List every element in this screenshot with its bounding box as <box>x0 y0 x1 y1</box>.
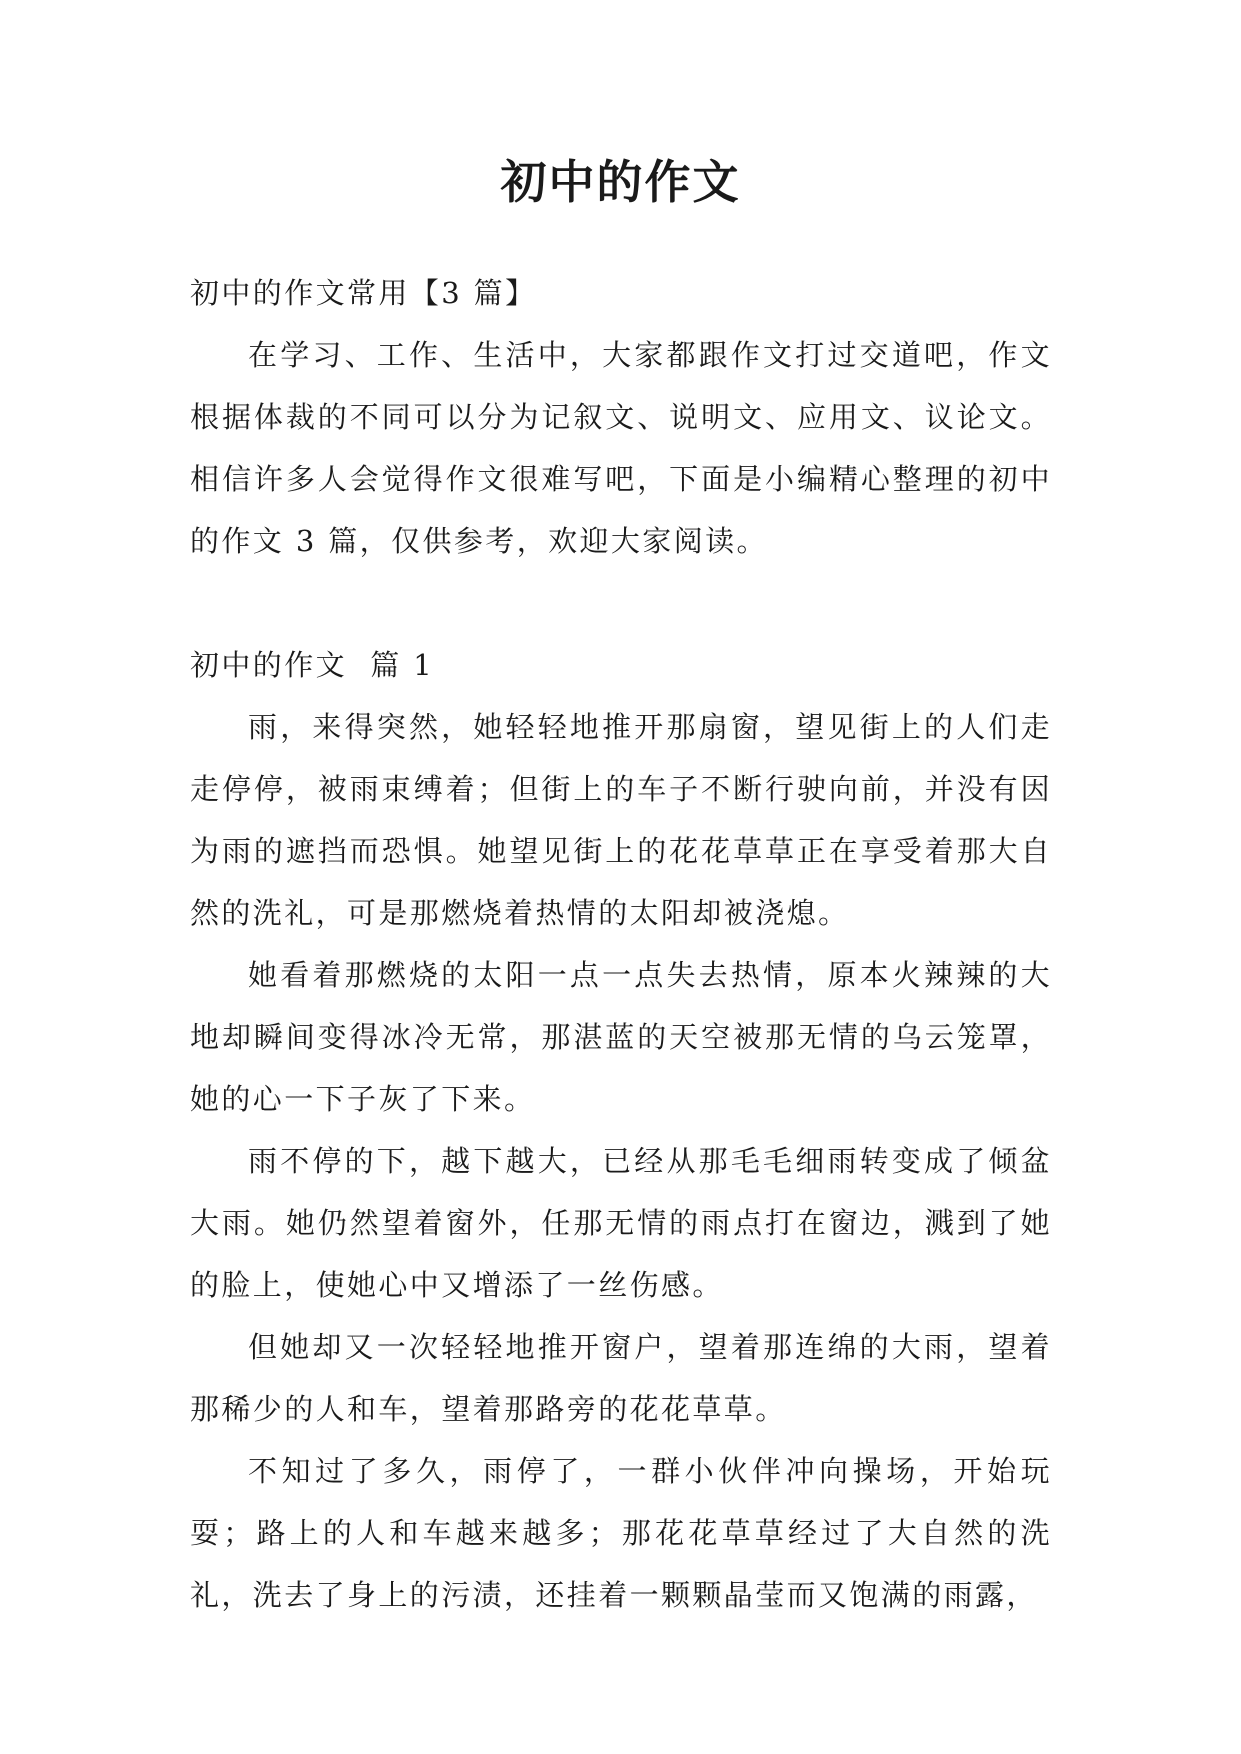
essay-paragraph-4: 但她却又一次轻轻地推开窗户，望着那连绵的大雨，望着那稀少的人和车，望着那路旁的花花草草。 <box>190 1330 1052 1426</box>
essay-paragraph-3: 雨不停的下，越下越大，已经从那毛毛细雨转变成了倾盆大雨。她仍然望着窗外，任那无情的雨点打在窗边，溅到了她的脸上，使她心中又增添了一丝伤感。 <box>190 1144 1052 1302</box>
essay-paragraph-5: 不知过了多久，雨停了，一群小伙伴冲向操场，开始玩耍；路上的人和车越来越多；那花花草草经过了大自然的洗礼，洗去了身上的污渍，还挂着一颗颗晶莹而又饱满的雨露， <box>190 1454 1052 1612</box>
section-spacer <box>190 572 1052 634</box>
document-title: 初中的作文 <box>500 155 741 209</box>
document-body <box>190 262 1052 1626</box>
section-heading: 初中的作文 篇 1 <box>190 648 435 682</box>
intro-paragraph: 在学习、工作、生活中，大家都跟作文打过交道吧，作文根据体裁的不同可以分为记叙文、说明文、应用文、议论文。相信许多人会觉得作文很难写吧，下面是小编精心整理的初中的作文 3 篇，仅供参考，欢迎大家阅读。 <box>190 338 1052 558</box>
essay-paragraph-1: 雨，来得突然，她轻轻地推开那扇窗，望见街上的人们走走停停，被雨束缚着；但街上的车子不断行驶向前，并没有因为雨的遮挡而恐惧。她望见街上的花花草草正在享受着那大自然的洗礼，可是那燃烧着热情的太阳却被浇熄。 <box>190 710 1052 930</box>
intro-heading: 初中的作文常用【3 篇】 <box>190 276 537 310</box>
essay-paragraph-2: 她看着那燃烧的太阳一点一点失去热情，原本火辣辣的大地却瞬间变得冰冷无常，那湛蓝的天空被那无情的乌云笼罩，她的心一下子灰了下来。 <box>190 958 1052 1116</box>
